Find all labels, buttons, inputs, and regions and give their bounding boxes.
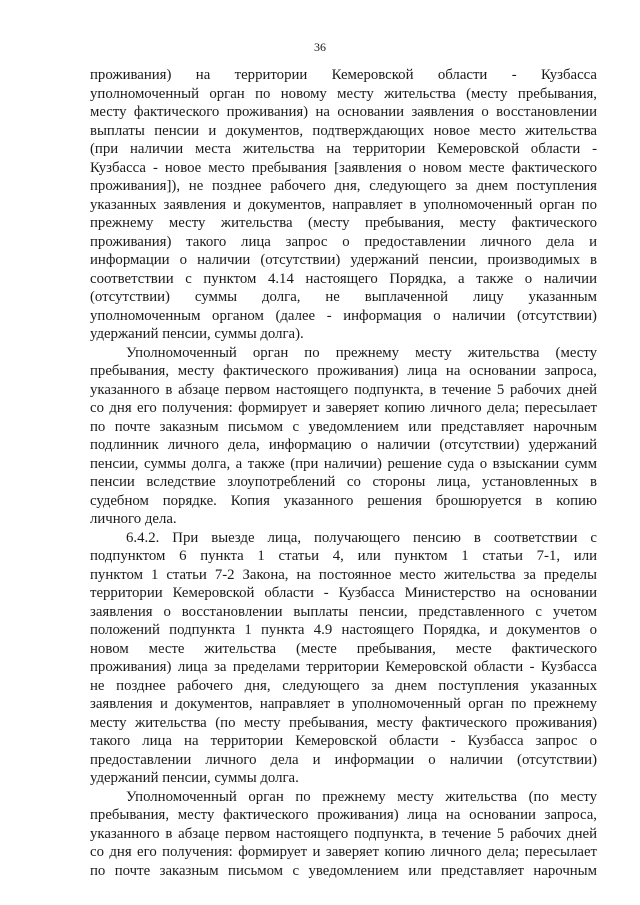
text-line: территории Кемеровской области - Кузбасса Министерство на основании bbox=[90, 585, 597, 601]
text-line: новом месте жительства (месте пребывания, месте фактического bbox=[90, 640, 597, 657]
text-line: со дня его получения: формирует и заверяет копию личного дела; пересылает bbox=[90, 844, 597, 860]
text-line: пенсии вследствие злоупотреблений со стороны лица, установленных в bbox=[90, 474, 597, 490]
text-line: (отсутствии) суммы долга, не выплаченной лицу указанным bbox=[90, 289, 597, 305]
text-line: информации о наличии (отсутствии) удержаний пенсии, производимых в bbox=[90, 252, 597, 268]
text-line: уполномоченным органом (далее - информация о наличии (отсутствии) bbox=[90, 307, 597, 324]
text-line: по почте заказным письмом с уведомлением или представляет нарочным bbox=[90, 418, 597, 435]
paragraph bbox=[90, 66, 597, 344]
text-line: личного дела. bbox=[90, 511, 177, 527]
text-line: пребывания, месту фактического проживания) лица на основании запроса, bbox=[90, 807, 597, 823]
text-line: соответствии с пунктом 4.14 настоящего Порядка, а также о наличии bbox=[90, 270, 597, 287]
text-line: 6.4.2. При выезде лица, получающего пенсию в соответствии с bbox=[126, 529, 597, 546]
text-line: такого лица на территории Кемеровской области - Кузбасса запрос о bbox=[90, 733, 597, 749]
page-number: 36 bbox=[314, 40, 326, 54]
text-line: удержаний пенсии, суммы долга. bbox=[90, 770, 299, 786]
paragraph bbox=[90, 529, 597, 788]
text-line: проживания) лица за пределами территории Кемеровской области - Кузбасса bbox=[90, 659, 597, 675]
text-line: пенсии, суммы долга, а также (при наличии) решение суда о взыскании сумм bbox=[90, 455, 597, 472]
text-line: прежнему месту жительства (месту пребывания, месту фактического bbox=[90, 215, 597, 231]
text-line: месту фактического проживания) на основании заявления о восстановлении bbox=[90, 104, 597, 120]
text-line: проживания]), не позднее рабочего дня, следующего за днем поступления bbox=[90, 178, 597, 194]
text-line: указанных заявления и документов, направляет в уполномоченный орган по bbox=[90, 196, 597, 213]
text-line: (при наличии места жительства на территории Кемеровской области - bbox=[90, 141, 597, 157]
text-line: заявления о восстановлении выплаты пенсии, представленного с учетом bbox=[90, 603, 597, 620]
paragraph bbox=[90, 344, 597, 529]
text-line: указанного в абзаце первом настоящего подпункта, в течение 5 рабочих дней bbox=[90, 381, 597, 398]
text-line: уполномоченный орган по новому месту жительства (месту пребывания, bbox=[90, 85, 597, 102]
text-line: судебном порядке. Копия указанного решения брошюруется в копию bbox=[90, 492, 597, 509]
text-line: Уполномоченный орган по прежнему месту жительства (по месту bbox=[126, 788, 597, 805]
text-line: со дня его получения: формирует и заверяет копию личного дела; пересылает bbox=[90, 400, 597, 416]
text-line: положений подпункта 1 пункта 4.9 настоящего Порядка, и документов о bbox=[90, 622, 597, 638]
text-line: выплаты пенсии и документов, подтверждающих новое место жительства bbox=[90, 122, 597, 139]
text-line: подпунктом 6 пункта 1 статьи 4, или пунктом 1 статьи 7-1, или bbox=[90, 548, 597, 564]
text-line: Уполномоченный орган по прежнему месту жительства (месту bbox=[126, 344, 597, 361]
text-line: не позднее рабочего дня, следующего за днем поступления указанных bbox=[90, 677, 597, 694]
text-line: проживания) такого лица запрос о предоставлении личного дела и bbox=[90, 233, 597, 250]
text-line: по почте заказным письмом с уведомлением или представляет нарочным bbox=[90, 862, 597, 879]
text-line: месту жительства (по месту пребывания, месту фактического проживания) bbox=[90, 714, 597, 731]
text-line: указанного в абзаце первом настоящего подпункта, в течение 5 рабочих дней bbox=[90, 825, 597, 842]
text-line: пунктом 1 статьи 7-2 Закона, на постоянное место жительства за пределы bbox=[90, 566, 597, 583]
text-line: пребывания, месту фактического проживания) лица на основании запроса, bbox=[90, 363, 597, 379]
paragraph bbox=[90, 788, 597, 881]
text-line: удержаний пенсии, суммы долга). bbox=[90, 326, 304, 342]
text-line: проживания) на территории Кемеровской области - Кузбасса bbox=[90, 67, 597, 83]
document-body bbox=[90, 66, 597, 880]
text-line: подлинник личного дела, информацию о наличии (отсутствии) удержаний bbox=[90, 437, 597, 453]
text-line: Кузбасса - новое место пребывания [заявления о новом месте фактического bbox=[90, 159, 597, 176]
text-line: предоставлении личного дела и информации о наличии (отсутствии) bbox=[90, 751, 597, 768]
text-line: заявления и документов, направляет в уполномоченный орган по прежнему bbox=[90, 696, 597, 712]
